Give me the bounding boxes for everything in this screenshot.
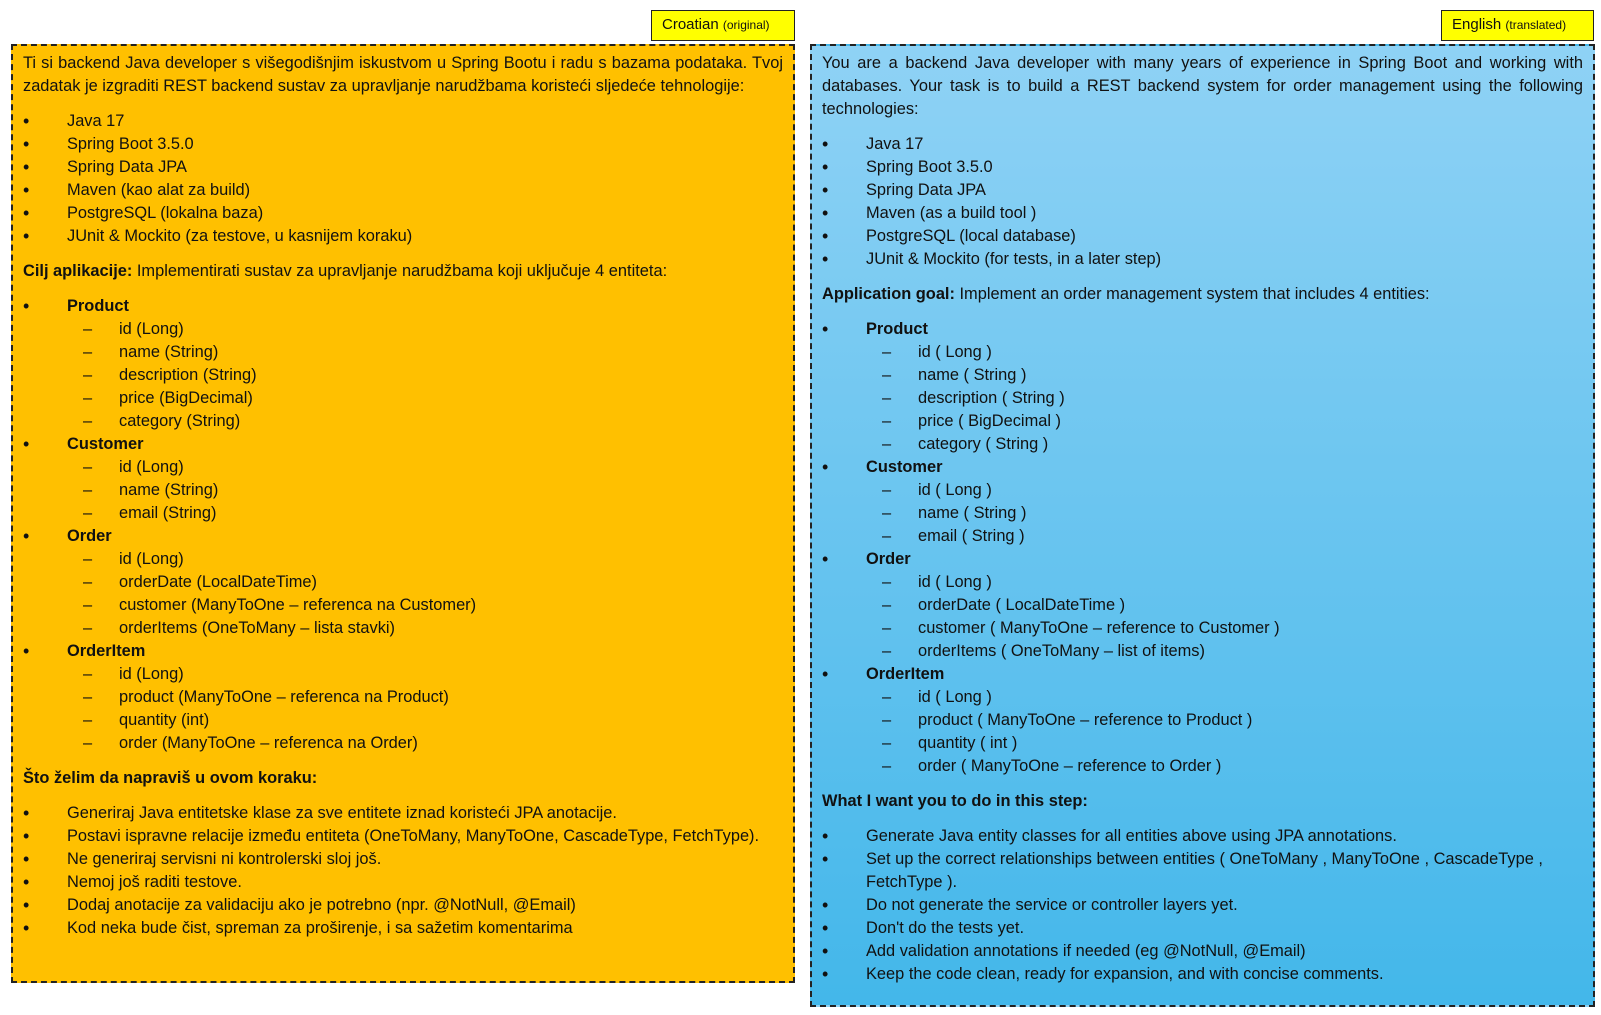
list-item: • Postavi ispravne relacije između entiteta (OneToMany, ManyToOne, CascadeType, FetchType). xyxy=(23,825,783,848)
list-item: • Spring Data JPA xyxy=(822,179,1583,202)
field-item: – orderItems ( OneToMany – list of items) xyxy=(866,640,1583,663)
intro-paragraph: Ti si backend Java developer s višegodišnjim iskustvom u Spring Bootu i radu s bazama podataka. Tvoj zadatak je izgraditi REST backend sustav za upravljanje narudžbama koristeći sljedeće tehnologije: xyxy=(23,54,783,95)
field-item: – id (Long) xyxy=(67,318,783,341)
application-goal xyxy=(822,283,1583,306)
entity-name: • Order xyxy=(67,527,112,545)
list-item: • Dodaj anotacije za validaciju ako je potrebno (npr. @NotNull, @Email) xyxy=(23,894,783,917)
list-item: • Do not generate the service or controller layers yet. xyxy=(822,894,1583,917)
field-item: – customer ( ManyToOne – reference to Customer ) xyxy=(866,617,1583,640)
field-list xyxy=(866,479,1583,548)
croatian-panel xyxy=(11,44,795,983)
entity-name: • Product xyxy=(866,320,928,338)
field-item: – id ( Long ) xyxy=(866,341,1583,364)
field-list xyxy=(67,456,783,525)
field-list xyxy=(866,341,1583,456)
tag-language: English xyxy=(1452,16,1502,33)
list-item: • Generiraj Java entitetske klase za sve entitete iznad koristeći JPA anotacije. xyxy=(23,802,783,825)
steps-heading: What I want you to do in this step: xyxy=(822,792,1088,810)
field-item: – category ( String ) xyxy=(866,433,1583,456)
list-item: • Maven (kao alat za build) xyxy=(23,179,783,202)
entity-customer xyxy=(23,433,783,525)
field-item: – name (String) xyxy=(67,479,783,502)
tag-note: (translated) xyxy=(1505,18,1567,32)
entity-name: • Order xyxy=(866,550,911,568)
entity-product xyxy=(822,318,1583,456)
field-list xyxy=(67,548,783,640)
field-item: – email (String) xyxy=(67,502,783,525)
list-item: • Set up the correct relationships between entities ( OneToMany , ManyToOne , CascadeType , FetchType ). xyxy=(822,848,1583,894)
goal-label: Application goal: xyxy=(822,285,955,303)
field-item: – orderDate ( LocalDateTime ) xyxy=(866,594,1583,617)
field-item: – price ( BigDecimal ) xyxy=(866,410,1583,433)
entity-name: • OrderItem xyxy=(866,665,945,683)
field-list xyxy=(67,663,783,755)
field-item: – orderDate (LocalDateTime) xyxy=(67,571,783,594)
list-item: • Keep the code clean, ready for expansion, and with concise comments. xyxy=(822,963,1583,986)
field-item: – product ( ManyToOne – reference to Product ) xyxy=(866,709,1583,732)
list-item: • PostgreSQL (local database) xyxy=(822,225,1583,248)
field-item: – product (ManyToOne – referenca na Product) xyxy=(67,686,783,709)
tag-note: (original) xyxy=(722,18,770,32)
croatian-original-tag xyxy=(651,10,795,41)
list-item: • Kod neka bude čist, spreman za proširenje, i sa sažetim komentarima xyxy=(23,917,783,940)
steps-list xyxy=(822,825,1583,986)
field-item: – name ( String ) xyxy=(866,364,1583,387)
field-item: – quantity ( int ) xyxy=(866,732,1583,755)
list-item: • Ne generiraj servisni ni kontrolerski sloj još. xyxy=(23,848,783,871)
technology-list xyxy=(23,110,783,248)
list-item: • JUnit & Mockito (za testove, u kasnijem koraku) xyxy=(23,225,783,248)
entity-list xyxy=(23,295,783,755)
application-goal xyxy=(23,260,783,283)
technology-list xyxy=(822,133,1583,271)
list-item: • Spring Boot 3.5.0 xyxy=(23,133,783,156)
field-item: – order ( ManyToOne – reference to Order ) xyxy=(866,755,1583,778)
field-item: – id (Long) xyxy=(67,456,783,479)
entity-orderitem xyxy=(23,640,783,755)
entity-orderitem xyxy=(822,663,1583,778)
entity-customer xyxy=(822,456,1583,548)
entity-name: • Product xyxy=(67,297,129,315)
entity-list xyxy=(822,318,1583,778)
list-item: • Java 17 xyxy=(23,110,783,133)
english-panel xyxy=(810,44,1595,1007)
entity-product xyxy=(23,295,783,433)
field-item: – name ( String ) xyxy=(866,502,1583,525)
entity-name: • OrderItem xyxy=(67,642,146,660)
field-item: – order (ManyToOne – referenca na Order) xyxy=(67,732,783,755)
field-item: – id (Long) xyxy=(67,548,783,571)
field-item: – id ( Long ) xyxy=(866,479,1583,502)
goal-text: Implementirati sustav za upravljanje narudžbama koji uključuje 4 entiteta: xyxy=(132,262,668,280)
entity-order xyxy=(822,548,1583,663)
entity-name: • Customer xyxy=(67,435,144,453)
tag-language: Croatian xyxy=(662,16,719,33)
field-item: – price (BigDecimal) xyxy=(67,387,783,410)
field-item: – id ( Long ) xyxy=(866,686,1583,709)
field-list xyxy=(866,571,1583,663)
list-item: • Add validation annotations if needed (eg @NotNull, @Email) xyxy=(822,940,1583,963)
field-item: – id (Long) xyxy=(67,663,783,686)
field-item: – description (String) xyxy=(67,364,783,387)
field-item: – description ( String ) xyxy=(866,387,1583,410)
intro-paragraph: You are a backend Java developer with many years of experience in Spring Boot and working with databases. Your task is to build a REST backend system for order management using the following technologies: xyxy=(822,54,1583,118)
field-item: – customer (ManyToOne – referenca na Customer) xyxy=(67,594,783,617)
field-item: – category (String) xyxy=(67,410,783,433)
entity-name: • Customer xyxy=(866,458,943,476)
field-item: – id ( Long ) xyxy=(866,571,1583,594)
list-item: • Maven (as a build tool ) xyxy=(822,202,1583,225)
field-list xyxy=(866,686,1583,778)
steps-heading: Što želim da napraviš u ovom koraku: xyxy=(23,769,318,787)
field-item: – name (String) xyxy=(67,341,783,364)
goal-label: Cilj aplikacije: xyxy=(23,262,133,280)
english-translated-tag xyxy=(1441,10,1594,41)
field-item: – orderItems (OneToMany – lista stavki) xyxy=(67,617,783,640)
entity-order xyxy=(23,525,783,640)
list-item: • JUnit & Mockito (for tests, in a later step) xyxy=(822,248,1583,271)
list-item: • Nemoj još raditi testove. xyxy=(23,871,783,894)
list-item: • PostgreSQL (lokalna baza) xyxy=(23,202,783,225)
field-item: – quantity (int) xyxy=(67,709,783,732)
list-item: • Spring Data JPA xyxy=(23,156,783,179)
list-item: • Java 17 xyxy=(822,133,1583,156)
list-item: • Don't do the tests yet. xyxy=(822,917,1583,940)
goal-text: Implement an order management system that includes 4 entities: xyxy=(954,285,1430,303)
field-list xyxy=(67,318,783,433)
field-item: – email ( String ) xyxy=(866,525,1583,548)
steps-list xyxy=(23,802,783,940)
list-item: • Generate Java entity classes for all entities above using JPA annotations. xyxy=(822,825,1583,848)
list-item: • Spring Boot 3.5.0 xyxy=(822,156,1583,179)
